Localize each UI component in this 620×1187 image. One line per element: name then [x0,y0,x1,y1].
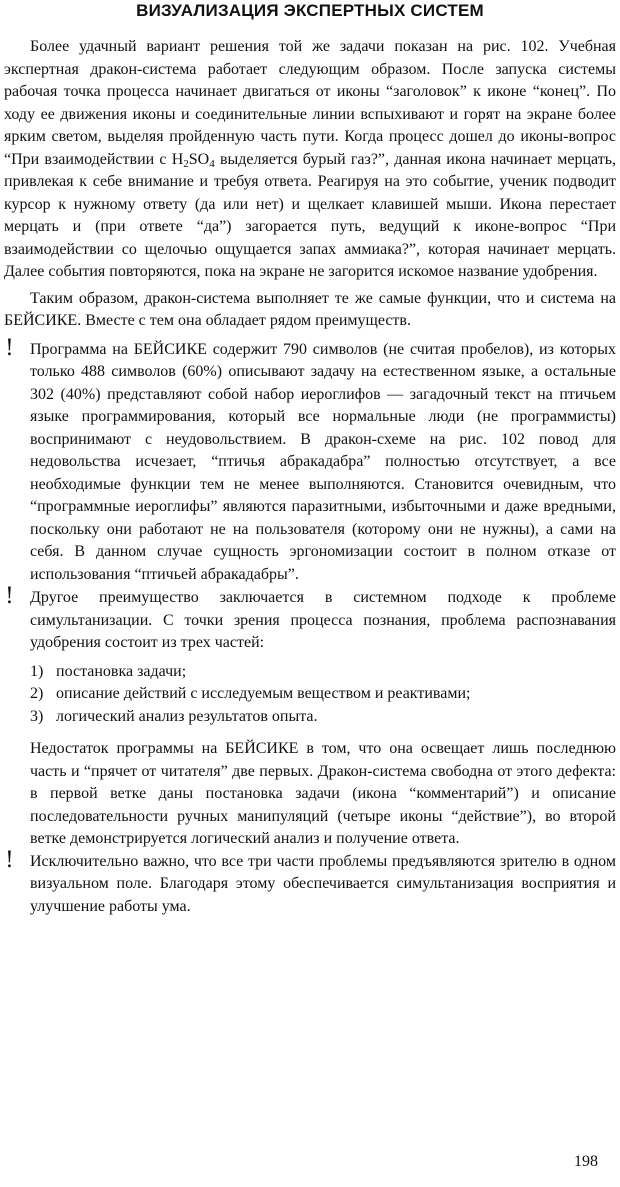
running-header: ВИЗУАЛИЗАЦИЯ ЭКСПЕРТНЫХ СИСТЕМ [136,1,484,20]
exclamation-mark-icon: ! [5,584,14,609]
list-item [30,706,616,729]
list-number: 1) [30,662,44,680]
formula-text: SO [188,150,210,168]
list-number: 2) [30,685,44,702]
paragraph-text: Более удачный вариант решения той же задачи показан на рис. 102. Учебная экспертная дракон-система работает следующим образом. После запуска системы рабочая точка процесса начинает двигаться от иконы “заголовок” к иконе “конец”. По ходу ее движения иконы и соединительные линии вспыхивают и горят на экране более ярким светом, выделяя пройденную часть пути. Когда процесс дошел до иконы-вопрос “При взаимодействии с H [4,38,616,168]
exclamation-block-2 [4,584,616,655]
paragraph-basic-drawback: Недостаток программы на БЕЙСИКЕ в том, что она освещает лишь последнюю часть и “прячет от читателя” две первых. Дракон-система свободна от этого дефекта: в первой ветке даны постановка задачи (икона “комментарий”) и описание последовательности ручных манипуляций (четыре иконы “действие”), во второй ветке демонстрируется логический анализ и получение ответа. [30,740,616,847]
paragraph-advantages-intro: Таким образом, дракон-система выполняет те же самые функции, что и система на БЕЙСИКЕ. Вместе с тем она обладает рядом преимуществ. [4,289,616,329]
list-item [30,661,616,684]
exclamation-mark-icon: ! [5,847,14,873]
exclamation-block-3 [4,847,616,919]
numbered-list [4,661,616,729]
subscript: 2 [183,157,189,170]
list-item [30,683,616,706]
list-item-text: логический анализ результатов опыта. [56,707,318,725]
page-number: 198 [574,1153,598,1170]
paragraph-text: выделяется бурый газ?”, данная икона начинает мерцать, привлекая к себе внимание и требуя ответа. Реагируя на это событие, ученик подводит курсор к нужному ответу (да или нет) и щелкает клавишей мыши. Икона перестает мерцать и (при ответе “да”) загорается путь, ведущий к иконе-вопрос “При взаимодействии со щелочью ощущается запах аммиака?”, которая начинает мерцать. Далее события повторяются, пока на экране не загорится искомое название удобрения. [4,150,617,280]
list-number: 3) [30,707,44,725]
list-item-text: постановка задачи; [56,662,187,680]
subscript: 4 [209,157,215,170]
block-text: Другое преимущество заключается в системном подходе к проблеме симультанизации. С точки зрения процесса познания, проблема распознавания удобрения состоит из трех частей: [30,589,616,651]
exclamation-block-1 [4,335,616,587]
list-item-text: описание действий с исследуемым веществом и реактивами; [56,685,471,702]
block-text: Исключительно важно, что все три части проблемы предъявляются зрителю в одном визуальном поле. Благодаря этому обеспечивается симультанизация восприятия и улучшение работы ума. [30,852,616,915]
paragraph-dragon-system-operation [4,36,616,284]
body-text [4,36,616,918]
block-text: Программа на БЕЙСИКЕ содержит 790 символов (не считая пробелов), из которых только 488 символов (60%) описывают задачу на естественном языке, а остальные 302 (40%) представляют собой набор иероглифов — загадочный текст на птичьем языке программирования, который все нормальные люди (не программисты) воспринимают с неудовольствием. В дракон-схеме на рис. 102 повод для недовольства исчезает, “птичья абракадабра” полностью отсутствует, а все необходимые функции тем не менее выполняются. Становится очевидным, что “программные иероглифы” являются паразитными, избыточными и даже вредными, поскольку они работают не на пользователя (которому они не нужны), а сами на себя. В данном случае сущность эргономизации состоит в полном отказе от использования “птичьей абракадабры”. [30,340,616,583]
exclamation-mark-icon: ! [5,335,14,361]
